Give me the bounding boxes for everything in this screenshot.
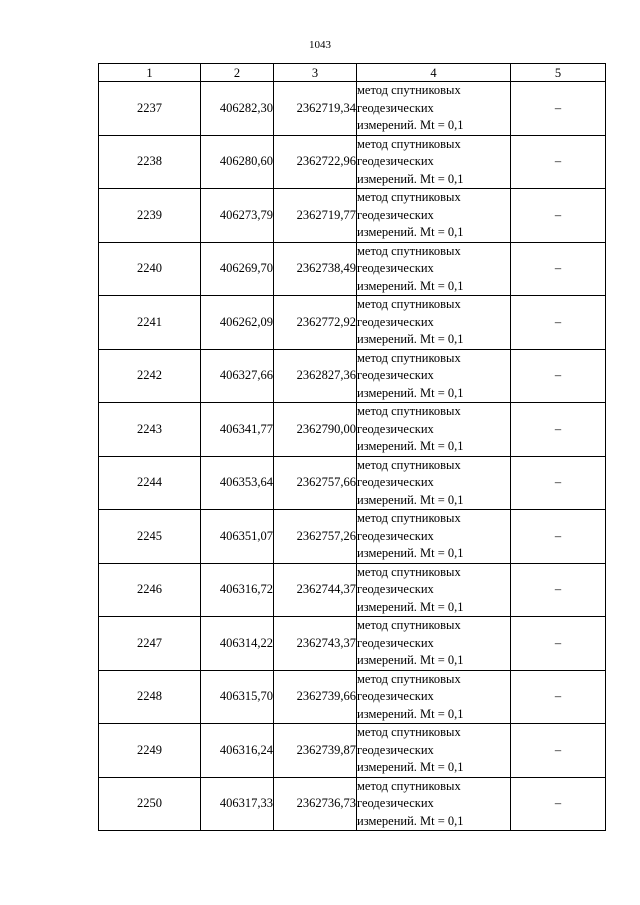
table-row: [99, 82, 606, 136]
note-cell: –: [511, 563, 606, 617]
point-number-cell: 2249: [99, 724, 201, 778]
x-coordinate-cell: 406314,22: [201, 617, 274, 671]
method-cell: [357, 349, 511, 403]
method-cell: [357, 403, 511, 457]
method-line: метод спутниковых: [357, 404, 461, 418]
note-cell: –: [511, 135, 606, 189]
point-number-cell: 2241: [99, 296, 201, 350]
note-cell: –: [511, 403, 606, 457]
method-line: геодезических: [357, 689, 434, 703]
table-row: [99, 777, 606, 831]
method-cell: [357, 456, 511, 510]
point-number-cell: 2250: [99, 777, 201, 831]
note-cell: –: [511, 617, 606, 671]
table-row: [99, 617, 606, 671]
table-header-row: [99, 64, 606, 82]
method-cell: [357, 777, 511, 831]
table-row: [99, 510, 606, 564]
method-line: измерений. Mt = 0,1: [357, 813, 464, 828]
table-row: [99, 296, 606, 350]
note-cell: –: [511, 82, 606, 136]
method-line: геодезических: [357, 742, 434, 757]
method-line: метод спутниковых: [357, 511, 461, 525]
table-row: [99, 403, 606, 457]
method-cell: [357, 724, 511, 778]
page-number: 1043: [309, 39, 331, 51]
method-line: геодезических: [357, 475, 434, 489]
table-body: [99, 82, 606, 831]
method-cell: [357, 242, 511, 296]
y-coordinate-cell: 2362739,66: [274, 670, 357, 724]
y-coordinate-cell: 2362757,66: [274, 456, 357, 510]
x-coordinate-cell: 406327,66: [201, 349, 274, 403]
point-number-cell: 2247: [99, 617, 201, 671]
method-cell: [357, 82, 511, 136]
x-coordinate-cell: 406341,77: [201, 403, 274, 457]
note-cell: –: [511, 242, 606, 296]
method-line: метод спутниковых: [357, 136, 461, 151]
method-line: метод спутниковых: [357, 725, 461, 739]
table-row: [99, 670, 606, 724]
method-line: измерений. Mt = 0,1: [357, 760, 464, 774]
method-cell: [357, 617, 511, 671]
x-coordinate-cell: 406315,70: [201, 670, 274, 724]
method-line: измерений. Mt = 0,1: [357, 439, 464, 453]
note-cell: –: [511, 510, 606, 564]
method-line: метод спутниковых: [357, 778, 461, 793]
x-coordinate-cell: 406269,70: [201, 242, 274, 296]
point-number-cell: 2244: [99, 456, 201, 510]
point-number-cell: 2238: [99, 135, 201, 189]
point-number-cell: 2242: [99, 349, 201, 403]
x-coordinate-cell: 406353,64: [201, 456, 274, 510]
table-row: [99, 456, 606, 510]
method-line: метод спутниковых: [357, 243, 461, 258]
method-line: измерений. Mt = 0,1: [357, 599, 464, 614]
method-line: геодезических: [357, 796, 434, 810]
method-line: измерений. Mt = 0,1: [357, 171, 464, 186]
y-coordinate-cell: 2362772,92: [274, 296, 357, 350]
method-line: измерений. Mt = 0,1: [357, 332, 464, 346]
x-coordinate-cell: 406316,72: [201, 563, 274, 617]
point-number-cell: 2240: [99, 242, 201, 296]
y-coordinate-cell: 2362757,26: [274, 510, 357, 564]
method-line: геодезических: [357, 635, 434, 650]
column-header-3: 3: [274, 64, 357, 82]
point-number-cell: 2246: [99, 563, 201, 617]
note-cell: –: [511, 189, 606, 243]
note-cell: –: [511, 777, 606, 831]
method-line: метод спутниковых: [357, 618, 461, 632]
point-number-cell: 2245: [99, 510, 201, 564]
table-row: [99, 242, 606, 296]
method-line: измерений. Mt = 0,1: [357, 653, 464, 667]
x-coordinate-cell: 406280,60: [201, 135, 274, 189]
method-line: измерений. Mt = 0,1: [357, 546, 464, 560]
method-line: геодезических: [357, 100, 434, 115]
method-cell: [357, 189, 511, 243]
column-header-2: 2: [201, 64, 274, 82]
note-cell: –: [511, 349, 606, 403]
table-row: [99, 349, 606, 403]
method-line: геодезических: [357, 154, 434, 168]
table-row: [99, 563, 606, 617]
method-line: измерений. Mt = 0,1: [357, 492, 464, 507]
method-line: измерений. Mt = 0,1: [357, 278, 464, 293]
x-coordinate-cell: 406282,30: [201, 82, 274, 136]
method-line: геодезических: [357, 421, 434, 436]
column-header-5: 5: [511, 64, 606, 82]
y-coordinate-cell: 2362744,37: [274, 563, 357, 617]
method-line: метод спутниковых: [357, 564, 461, 579]
point-number-cell: 2239: [99, 189, 201, 243]
y-coordinate-cell: 2362736,73: [274, 777, 357, 831]
method-line: измерений. Mt = 0,1: [357, 706, 464, 721]
method-line: геодезических: [357, 368, 434, 382]
method-line: геодезических: [357, 528, 434, 543]
table-row: [99, 189, 606, 243]
method-line: геодезических: [357, 582, 434, 596]
y-coordinate-cell: 2362739,87: [274, 724, 357, 778]
table-row: [99, 724, 606, 778]
method-line: метод спутниковых: [357, 457, 461, 472]
note-cell: –: [511, 670, 606, 724]
method-line: метод спутниковых: [357, 297, 461, 311]
y-coordinate-cell: 2362743,37: [274, 617, 357, 671]
method-line: геодезических: [357, 261, 434, 275]
method-line: метод спутниковых: [357, 350, 461, 365]
method-line: геодезических: [357, 314, 434, 329]
method-line: измерений. Mt = 0,1: [357, 385, 464, 400]
method-cell: [357, 135, 511, 189]
method-cell: [357, 670, 511, 724]
note-cell: –: [511, 296, 606, 350]
method-line: измерений. Mt = 0,1: [357, 118, 464, 132]
y-coordinate-cell: 2362719,34: [274, 82, 357, 136]
x-coordinate-cell: 406262,09: [201, 296, 274, 350]
x-coordinate-cell: 406316,24: [201, 724, 274, 778]
y-coordinate-cell: 2362738,49: [274, 242, 357, 296]
method-line: метод спутниковых: [357, 190, 461, 204]
point-number-cell: 2243: [99, 403, 201, 457]
method-line: метод спутниковых: [357, 671, 461, 686]
note-cell: –: [511, 456, 606, 510]
method-cell: [357, 296, 511, 350]
y-coordinate-cell: 2362719,77: [274, 189, 357, 243]
method-line: измерений. Mt = 0,1: [357, 225, 464, 239]
x-coordinate-cell: 406351,07: [201, 510, 274, 564]
table-row: [99, 135, 606, 189]
coordinates-table: [98, 63, 606, 831]
note-cell: –: [511, 724, 606, 778]
method-line: метод спутниковых: [357, 83, 461, 97]
method-cell: [357, 510, 511, 564]
y-coordinate-cell: 2362722,96: [274, 135, 357, 189]
x-coordinate-cell: 406317,33: [201, 777, 274, 831]
method-line: геодезических: [357, 207, 434, 222]
y-coordinate-cell: 2362790,00: [274, 403, 357, 457]
point-number-cell: 2248: [99, 670, 201, 724]
y-coordinate-cell: 2362827,36: [274, 349, 357, 403]
method-cell: [357, 563, 511, 617]
column-header-1: 1: [99, 64, 201, 82]
point-number-cell: 2237: [99, 82, 201, 136]
x-coordinate-cell: 406273,79: [201, 189, 274, 243]
column-header-4: 4: [357, 64, 511, 82]
